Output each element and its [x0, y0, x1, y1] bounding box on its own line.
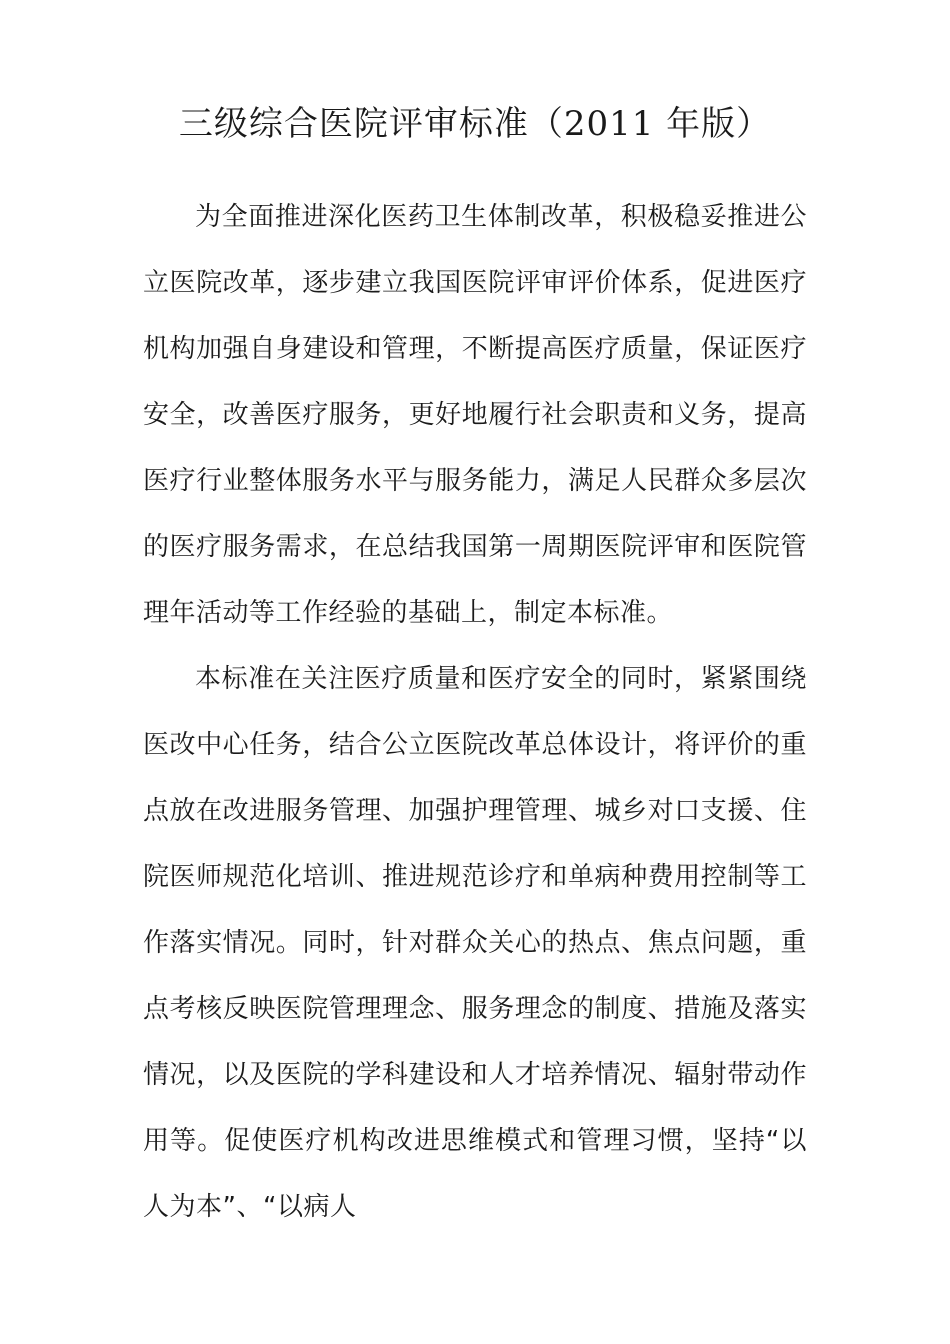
paragraph-1: 为全面推进深化医药卫生体制改革，积极稳妥推进公立医院改革，逐步建立我国医院评审评价体系，促进医疗机构加强自身建设和管理，不断提高医疗质量，保证医疗安全，改善医疗服务，更好地履行社会职责和义务，提高医疗行业整体服务水平与服务能力，满足人民群众多层次的医疗服务需求，在总结我国第一周期医院评审和医院管理年活动等工作经验的基础上，制定本标准。: [143, 202, 807, 628]
document-title: 三级综合医院评审标准（2011 年版）: [178, 104, 772, 144]
paragraph-2: 本标准在关注医疗质量和医疗安全的同时，紧紧围绕医改中心任务，结合公立医院改革总体设计，将评价的重点放在改进服务管理、加强护理管理、城乡对口支援、住院医师规范化培训、推进规范诊疗和单病种费用控制等工作落实情况。同时，针对群众关心的热点、焦点问题，重点考核反映医院管理理念、服务理念的制度、措施及落实情况，以及医院的学科建设和人才培养情况、辐射带动作用等。促使医疗机构改进思维模式和管理习惯，坚持“以人为本”、“以病人: [143, 664, 807, 1222]
document-body: [143, 184, 807, 1240]
